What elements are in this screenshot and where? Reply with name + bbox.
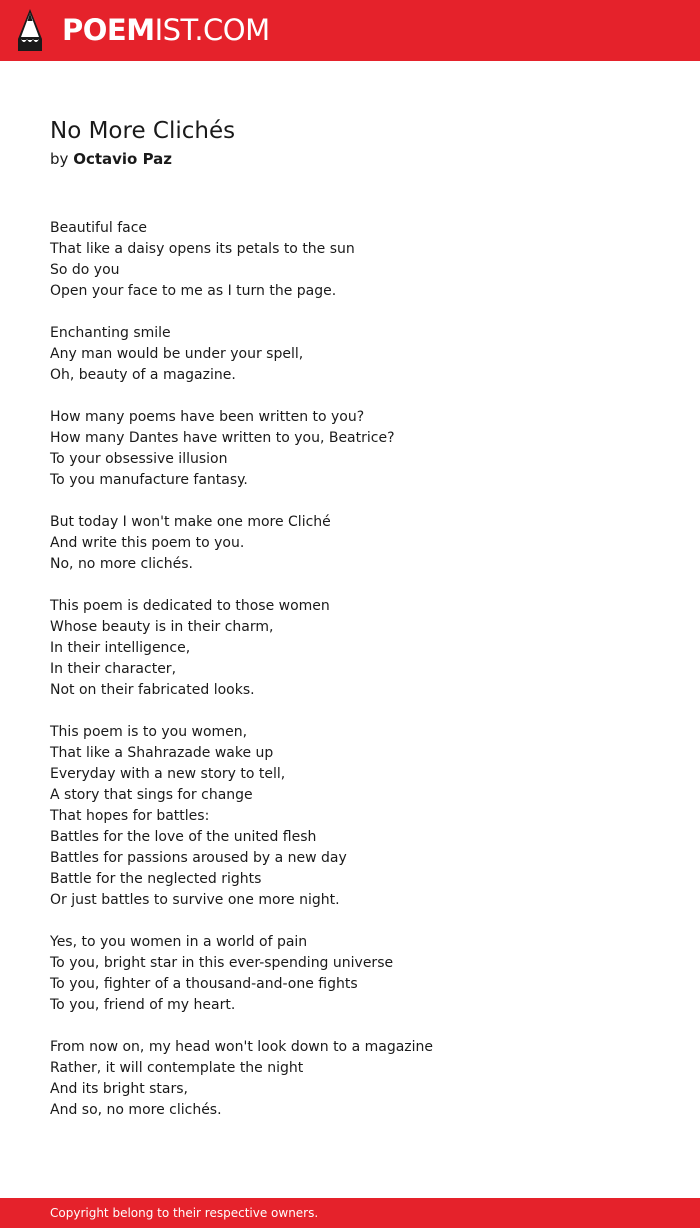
poem-stanza <box>50 1037 670 1121</box>
poem-line: Whose beauty is in their charm, <box>50 619 274 635</box>
poem-line: And its bright stars, <box>50 1081 189 1097</box>
poem-stanza <box>50 218 670 302</box>
poem-line: Beautiful face <box>50 220 148 236</box>
author-name: Octavio Paz <box>73 150 173 168</box>
poem-line: Yes, to you women in a world of pain <box>50 934 308 950</box>
poem-line: That like a Shahrazade wake up <box>50 745 274 761</box>
poem-stanza <box>50 323 670 386</box>
poem-line: But today I won't make one more Cliché <box>50 514 331 530</box>
site-logo[interactable] <box>62 12 270 48</box>
site-footer <box>0 1198 700 1228</box>
logo-text-light: IST.COM <box>154 13 270 47</box>
poem-line: That like a daisy opens its petals to the sun <box>50 241 355 257</box>
byline-prefix: by <box>50 150 69 168</box>
poem-line: No, no more clichés. <box>50 556 193 572</box>
poem-line: To your obsessive illusion <box>50 451 228 467</box>
poem-line: And write this poem to you. <box>50 535 245 551</box>
poem-line: Everyday with a new story to tell, <box>50 766 286 782</box>
poem-line: Oh, beauty of a magazine. <box>50 367 236 383</box>
poem-line: This poem is dedicated to those women <box>50 598 330 614</box>
poem-line: A story that sings for change <box>50 787 253 803</box>
poem-line: And so, no more clichés. <box>50 1102 222 1118</box>
poem-line: Or just battles to survive one more night. <box>50 892 340 908</box>
poem-line: How many poems have been written to you? <box>50 409 365 425</box>
poem-line: Open your face to me as I turn the page. <box>50 283 337 299</box>
copyright-notice: Copyright belong to their respective owners. <box>50 1206 319 1220</box>
poem-stanza <box>50 512 670 575</box>
poem-line: Any man would be under your spell, <box>50 346 304 362</box>
poem-line: From now on, my head won't look down to a magazine <box>50 1039 434 1055</box>
poem-line: Not on their fabricated looks. <box>50 682 255 698</box>
poem-line: So do you <box>50 262 120 278</box>
byline <box>50 148 172 170</box>
poem-title: No More Clichés <box>50 118 236 144</box>
poem-line: Rather, it will contemplate the night <box>50 1060 304 1076</box>
pen-nib-icon[interactable] <box>17 9 43 51</box>
poem-line: Enchanting smile <box>50 325 171 341</box>
poem-line: Battle for the neglected rights <box>50 871 262 887</box>
poem-line: In their character, <box>50 661 177 677</box>
poem-line: To you, fighter of a thousand-and-one fights <box>50 976 358 992</box>
poem-line: To you manufacture fantasy. <box>50 472 248 488</box>
poem-line: To you, friend of my heart. <box>50 997 236 1013</box>
poem-line: How many Dantes have written to you, Beatrice? <box>50 430 395 446</box>
poem-line: In their intelligence, <box>50 640 191 656</box>
site-header <box>0 0 700 61</box>
poem-line: Battles for passions aroused by a new day <box>50 850 347 866</box>
logo-text-bold: POEM <box>62 13 155 47</box>
poem-stanza <box>50 722 670 911</box>
poem-line: Battles for the love of the united flesh <box>50 829 317 845</box>
poem-stanza <box>50 407 670 491</box>
poem-body <box>50 218 670 1142</box>
poem-line: This poem is to you women, <box>50 724 248 740</box>
poem-line: That hopes for battles: <box>50 808 210 824</box>
poem-stanza <box>50 932 670 1016</box>
poem-stanza <box>50 596 670 701</box>
poem-line: To you, bright star in this ever-spending universe <box>50 955 394 971</box>
